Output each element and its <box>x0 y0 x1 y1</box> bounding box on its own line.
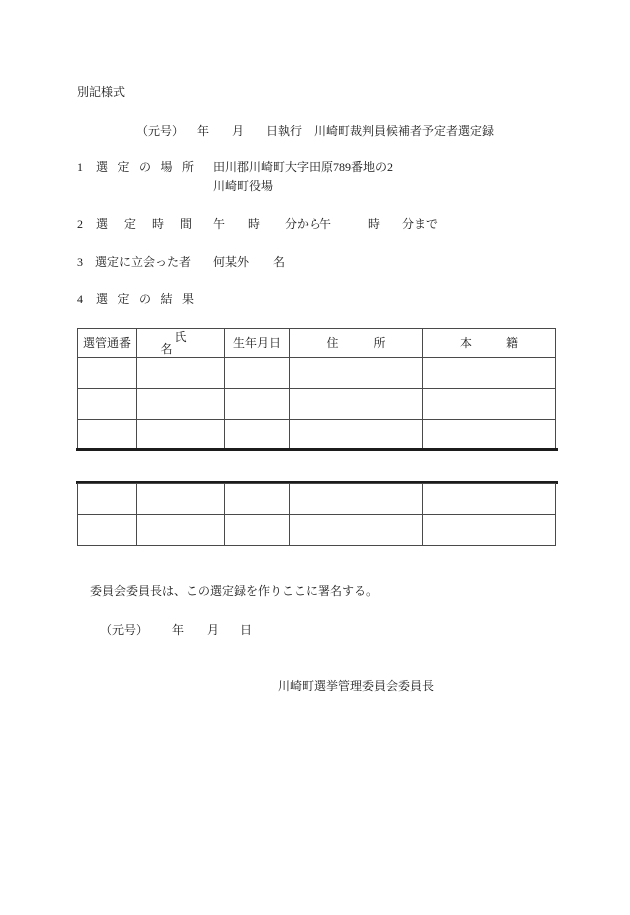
item-label: 選定時間 <box>96 217 209 231</box>
table-cell <box>423 515 556 546</box>
date-era: （元号） <box>100 623 149 637</box>
date-month-unit: 月 <box>207 623 220 637</box>
table-cell <box>290 484 423 515</box>
header-label: 住所 <box>326 336 421 350</box>
header-birthdate <box>225 329 290 358</box>
header-name <box>137 329 225 358</box>
start-meridiem: 午 <box>213 217 226 231</box>
table-cell <box>423 484 556 515</box>
title-era: （元号） <box>136 124 185 138</box>
header-label: 本籍 <box>459 336 552 350</box>
table-cell <box>78 515 137 546</box>
date-year-unit: 年 <box>172 623 185 637</box>
header-registered-domicile <box>423 329 556 358</box>
table-cell <box>290 358 423 389</box>
witness-name: 何某外 <box>213 255 250 269</box>
form-label: 別記様式 <box>77 85 126 99</box>
table-cell <box>78 358 137 389</box>
table-cell <box>225 420 290 451</box>
table-row <box>78 389 556 420</box>
date-day-unit: 日 <box>240 623 253 637</box>
table-cell <box>225 484 290 515</box>
witness-count-unit: 名 <box>273 255 286 269</box>
table-cell <box>137 358 225 389</box>
header-address <box>290 329 423 358</box>
table-cell <box>225 515 290 546</box>
table-cell <box>290 420 423 451</box>
table-cell <box>225 389 290 420</box>
item-number: 2 <box>77 217 83 231</box>
table-row <box>78 515 556 546</box>
item-number: 3 <box>77 255 83 269</box>
header-selection-number <box>78 329 137 358</box>
table-cell <box>78 420 137 451</box>
table-cell <box>137 420 225 451</box>
title-year-unit: 年 <box>197 124 210 138</box>
header-label: 生年月日 <box>232 336 281 350</box>
table-cell <box>137 389 225 420</box>
place-name: 川崎町役場 <box>213 179 274 193</box>
header-label: 選管通番 <box>82 336 131 350</box>
item-label: 選定の結果 <box>96 292 204 306</box>
table-cell <box>290 515 423 546</box>
table-header-row <box>78 329 556 358</box>
table-row <box>78 358 556 389</box>
results-table-top <box>77 328 556 451</box>
end-minute-unit: 分まで <box>402 217 439 231</box>
title-day-exec: 日執行 <box>266 124 303 138</box>
start-hour-unit: 時 <box>248 217 261 231</box>
table-cell <box>423 358 556 389</box>
table-cell <box>137 515 225 546</box>
table-cell <box>78 389 137 420</box>
item-number: 4 <box>77 292 83 306</box>
table-row <box>78 420 556 451</box>
table-cell <box>423 389 556 420</box>
table-cell <box>225 358 290 389</box>
end-hour-unit: 時 <box>368 217 381 231</box>
table-cell <box>290 389 423 420</box>
item-number: 1 <box>77 160 83 174</box>
document-title: 川崎町裁判員候補者予定者選定録 <box>314 124 495 138</box>
title-month-unit: 月 <box>232 124 245 138</box>
header-label: 氏名 <box>160 330 215 356</box>
start-minute-unit: 分から <box>285 217 322 231</box>
table-cell <box>137 484 225 515</box>
table-cell <box>423 420 556 451</box>
signatory-title: 川崎町選挙管理委員会委員長 <box>278 679 435 693</box>
table-break-line-top <box>76 448 558 451</box>
place-address: 田川郡川崎町大字田原789番地の2 <box>213 160 394 174</box>
item-label: 選定に立会った者 <box>95 255 192 269</box>
table-row <box>78 484 556 515</box>
table-cell <box>78 484 137 515</box>
item-label: 選定の場所 <box>96 160 204 174</box>
end-meridiem: 午 <box>319 217 332 231</box>
results-table-bottom <box>77 483 556 546</box>
signature-statement: 委員会委員長は、この選定録を作りここに署名する。 <box>90 584 379 598</box>
